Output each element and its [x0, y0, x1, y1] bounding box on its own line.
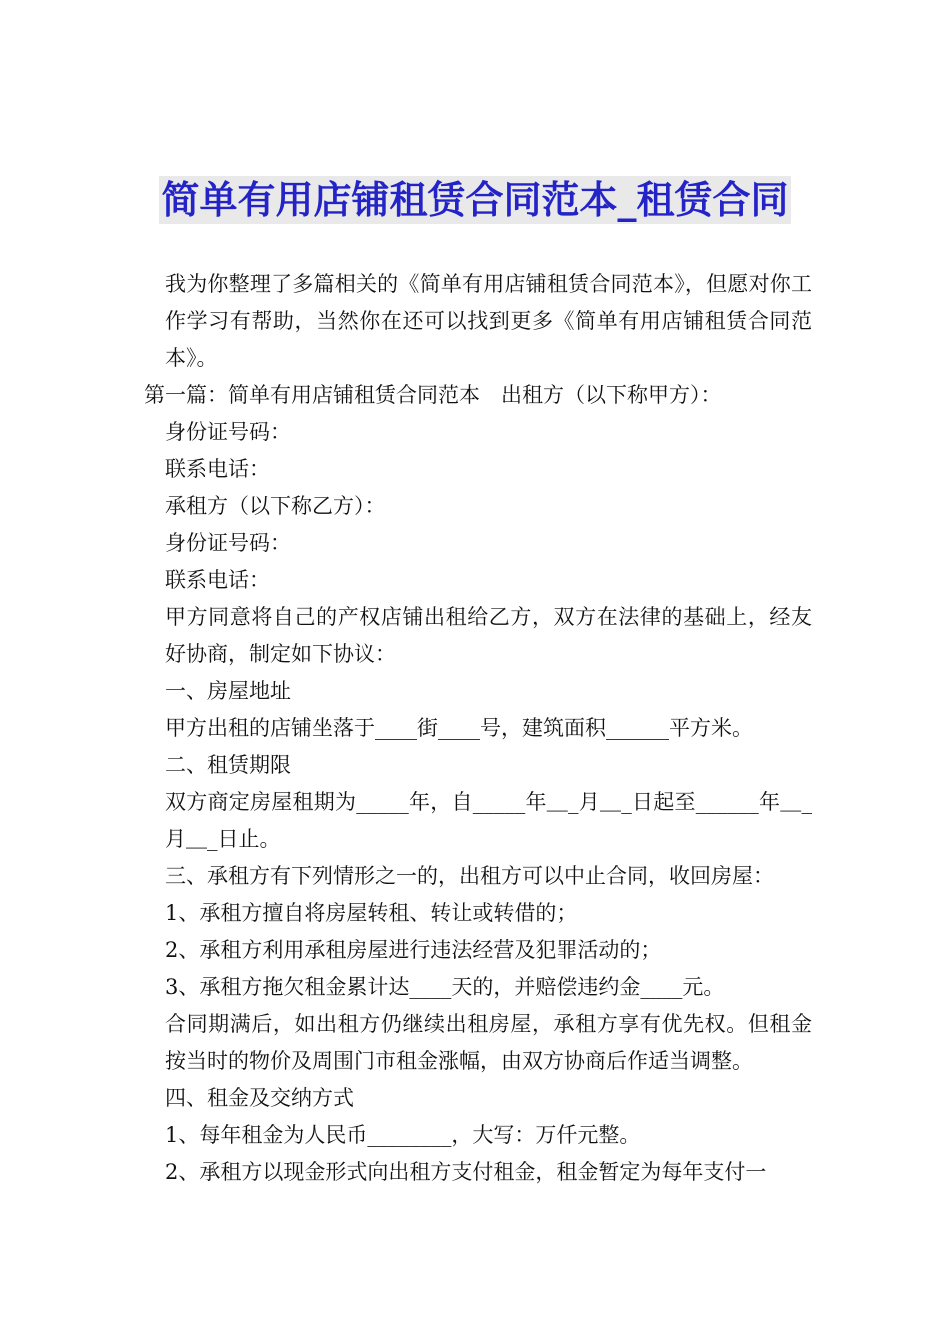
clause-heading: 四、租金及交纳方式 [165, 1086, 354, 1110]
intro-paragraph: 我为你整理了多篇相关的《简单有用店铺租赁合同范本》，但愿对你工作学习有帮助，当然你在还可以找到更多《简单有用店铺租赁合同范本》。 [165, 272, 812, 370]
lessee-line: 承租方（以下称乙方）： [165, 494, 386, 518]
lessee-id-line: 身份证号码： [165, 531, 291, 555]
clause-text: 双方商定房屋租期为_____年，自_____年＿_月＿_日起至______年＿_月＿_日止。 [165, 790, 812, 851]
clause-heading: 三、承租方有下列情形之一的，出租方可以中止合同，收回房屋： [165, 864, 774, 888]
agreement-intro-paragraph: 甲方同意将自己的产权店铺出租给乙方，双方在法律的基础上，经友好协商，制定如下协议： [165, 605, 812, 666]
document-title: 简单有用店铺租赁合同范本_租赁合同 [161, 178, 789, 222]
document-body [144, 266, 812, 1191]
clause-item: 2、承租方利用承租房屋进行违法经营及犯罪活动的； [165, 938, 662, 962]
clause-text: 甲方出租的店铺坐落于____街____号，建筑面积______平方米。 [165, 716, 753, 740]
clause-heading: 二、租赁期限 [165, 753, 291, 777]
clause-item: 1、每年租金为人民币________，大写：万仟元整。 [165, 1123, 641, 1147]
clause-item: 2、承租方以现金形式向出租方支付租金，租金暂定为每年支付一 [165, 1160, 767, 1184]
lessor-phone-line: 联系电话： [165, 457, 270, 481]
lessee-phone-line: 联系电话： [165, 568, 270, 592]
clause-note: 合同期满后，如出租方仍继续出租房屋，承租方享有优先权。但租金按当时的物价及周围门市租金涨幅，由双方协商后作适当调整。 [165, 1012, 812, 1073]
clause-heading: 一、房屋地址 [165, 679, 291, 703]
clause-item: 3、承租方拖欠租金累计达____天的，并赔偿违约金____元。 [165, 975, 725, 999]
section-heading: 第一篇：简单有用店铺租赁合同范本 出租方（以下称甲方）： [144, 383, 722, 407]
title-container [0, 176, 950, 224]
clause-item: 1、承租方擅自将房屋转租、转让或转借的； [165, 901, 578, 925]
lessor-id-line: 身份证号码： [165, 420, 291, 444]
